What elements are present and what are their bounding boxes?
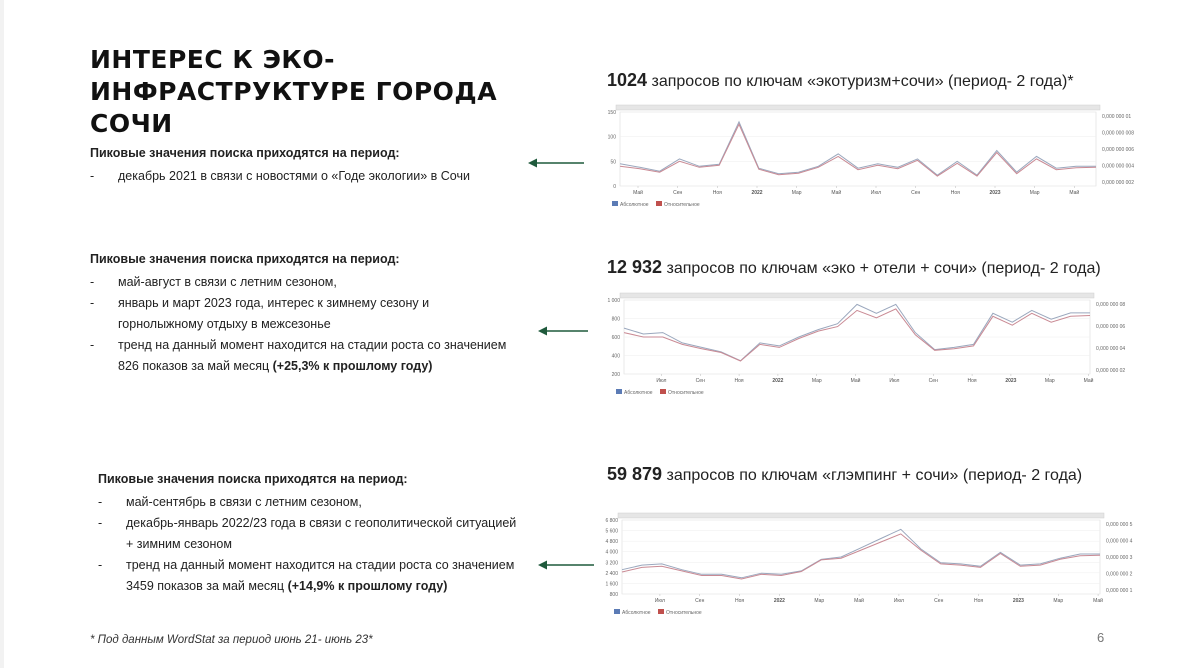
y-tick-label: 800: [609, 592, 618, 598]
list-text: декабрь 2021 в связи с новостями о «Годе экологии» в Сочи: [118, 169, 470, 183]
list-dash: -: [98, 558, 103, 572]
x-tick-label: Май: [854, 598, 864, 604]
query-description: запросов по ключам «глэмпинг + сочи» (период- 2 года): [662, 467, 1083, 484]
block-heading: Пиковые значения поиска приходятся на период:: [90, 252, 400, 266]
x-tick-label: Сен: [911, 190, 921, 196]
chart-scrollbar: [616, 105, 1100, 110]
y-tick-label: 1 000: [607, 298, 620, 304]
x-tick-label: Июл: [889, 378, 900, 384]
x-tick-label: Май: [831, 190, 842, 196]
list-dash: [98, 576, 126, 597]
y2-tick-label: 0,000 000 1: [1106, 588, 1133, 594]
x-tick-label: Май: [850, 378, 861, 384]
y-tick-label: 0: [613, 184, 616, 190]
query-count: 59 879: [607, 464, 663, 484]
query-description: запросов по ключам «эко + отели + сочи» (период- 2 года): [662, 260, 1101, 277]
x-tick-label: 2022: [772, 378, 784, 384]
query-description: запросов по ключам «экотуризм+сочи» (период- 2 года)*: [647, 73, 1074, 90]
list-text: май-август в связи с летним сезоном,: [118, 275, 337, 289]
y-tick-label: 600: [611, 335, 620, 341]
legend-label-relative: Относительное: [666, 610, 702, 616]
y2-tick-label: 0,000 000 5: [1106, 522, 1133, 528]
x-tick-label: 2023: [989, 190, 1001, 196]
chart-scrollbar: [620, 293, 1094, 298]
chart-title-1: [607, 70, 1074, 91]
x-tick-label: Сен: [934, 598, 944, 604]
legend-label-absolute: Абсолютное: [624, 390, 653, 396]
plot-frame: [620, 112, 1096, 186]
list-dash: -: [98, 495, 103, 509]
peak-block-3: [98, 472, 548, 597]
y-tick-label: 150: [607, 110, 616, 116]
legend-swatch-relative: [658, 609, 664, 614]
wordstat-chart-glamping: [596, 512, 1148, 622]
list-dash: [90, 314, 118, 335]
y2-tick-label: 0,000 000 06: [1096, 324, 1126, 330]
y-tick-label: 50: [610, 159, 616, 166]
list-item: [90, 293, 540, 314]
legend-swatch-relative: [656, 201, 662, 206]
x-tick-label: Сен: [928, 378, 938, 384]
x-tick-label: Май: [1069, 190, 1080, 196]
x-tick-label: Июл: [870, 190, 882, 196]
query-count: 1024: [607, 70, 648, 90]
x-tick-label: 2022: [751, 190, 763, 196]
x-tick-label: Мар: [811, 378, 822, 384]
x-tick-label: Мар: [1053, 598, 1064, 604]
x-tick-label: Мар: [1044, 378, 1055, 384]
list-text-plain: 3459 показов за май месяц: [126, 579, 288, 593]
y-tick-label: 4 000: [605, 549, 618, 556]
legend-swatch-absolute: [612, 201, 618, 206]
plot-frame: [622, 520, 1100, 594]
list-text: тренд на данный момент находится на стадии роста со значением: [126, 558, 515, 572]
y2-tick-label: 0,000 000 2: [1106, 571, 1133, 578]
arrow-left-icon: [538, 325, 590, 337]
footer-note: * Под данным WordStat за период июнь 21- июнь 23*: [90, 634, 373, 646]
list-item: [90, 314, 540, 335]
x-tick-label: Ноя: [712, 190, 722, 196]
x-tick-label: Сен: [695, 378, 705, 384]
list-text: декабрь-январь 2022/23 года в связи с геополитической ситуацией: [126, 516, 517, 530]
list-text: + зимним сезоном: [126, 537, 232, 551]
y-tick-label: 800: [611, 316, 620, 323]
legend-label-relative: Относительное: [668, 390, 704, 396]
x-tick-label: Ноя: [950, 190, 960, 196]
growth-percent: (+25,3% к прошлому году): [272, 359, 433, 373]
x-tick-label: Ноя: [734, 378, 744, 384]
y-tick-label: 100: [607, 134, 616, 141]
y-tick-label: 3 200: [605, 560, 618, 567]
list-dash: -: [90, 338, 95, 352]
x-tick-label: Мар: [814, 598, 825, 604]
y2-tick-label: 0,000 000 02: [1096, 368, 1126, 374]
list-dash: -: [90, 296, 95, 310]
y-tick-label: 400: [611, 353, 620, 360]
query-count: 12 932: [607, 257, 663, 277]
block-heading: Пиковые значения поиска приходятся на период:: [98, 472, 408, 486]
block-heading: Пиковые значения поиска приходятся на период:: [90, 146, 400, 160]
x-tick-label: Июл: [654, 598, 665, 604]
x-tick-label: Мар: [1029, 190, 1040, 196]
arrow-left-icon: [538, 559, 596, 571]
arrow-left-icon: [528, 157, 586, 169]
x-tick-label: Май: [1083, 378, 1094, 384]
legend-swatch-absolute: [616, 389, 622, 394]
list-text-plain: 826 показов за май месяц: [118, 359, 273, 373]
chart-title-2: [607, 257, 1101, 278]
list-item: [98, 513, 548, 534]
legend-swatch-relative: [660, 389, 666, 394]
wordstat-chart-eco-hotels: [596, 292, 1136, 404]
legend-swatch-absolute: [614, 609, 620, 614]
list-text: [126, 576, 548, 597]
peak-block-2: [90, 252, 540, 377]
y2-tick-label: 0,000 000 004: [1102, 163, 1134, 170]
list-item: [90, 272, 540, 293]
list-dash: -: [90, 169, 95, 183]
list-item: [90, 356, 540, 377]
y-tick-label: 1 600: [605, 581, 618, 588]
x-tick-label: 2023: [1012, 598, 1024, 604]
y2-tick-label: 0,000 000 008: [1102, 130, 1134, 137]
list-item: [90, 335, 540, 356]
list-item: [98, 492, 548, 513]
list-item: [98, 576, 548, 597]
x-tick-label: Июл: [893, 598, 904, 604]
left-edge-strip: [0, 0, 4, 668]
x-tick-label: Ноя: [974, 598, 984, 604]
y-tick-label: 6 800: [605, 518, 618, 524]
y2-tick-label: 0,000 000 04: [1096, 346, 1126, 352]
list-text: январь и март 2023 года, интерес к зимнему сезону и: [118, 296, 430, 310]
x-tick-label: Май: [633, 190, 643, 196]
y2-tick-label: 0,000 000 006: [1102, 147, 1134, 153]
y2-tick-label: 0,000 000 3: [1106, 555, 1133, 561]
list-item: [98, 555, 548, 576]
x-tick-label: Ноя: [967, 378, 977, 384]
x-tick-label: Ноя: [735, 598, 745, 604]
x-tick-label: 2023: [1005, 378, 1017, 384]
y-tick-label: 4 800: [605, 539, 618, 546]
list-dash: -: [98, 516, 103, 530]
x-tick-label: Сен: [673, 190, 683, 196]
legend-label-absolute: Абсолютное: [620, 202, 649, 208]
peak-block-1: [90, 146, 530, 187]
y-tick-label: 5 600: [605, 528, 618, 535]
legend-label-absolute: Абсолютное: [622, 610, 651, 616]
list-item: [90, 166, 530, 187]
y-tick-label: 200: [611, 372, 620, 378]
y2-tick-label: 0,000 000 08: [1096, 302, 1126, 308]
x-tick-label: Мар: [791, 190, 802, 196]
list-dash: -: [90, 275, 95, 289]
page-number: 6: [1097, 630, 1105, 645]
chart-title-3: [607, 464, 1082, 485]
x-tick-label: Сен: [695, 598, 705, 604]
y2-tick-label: 0,000 000 002: [1102, 180, 1134, 186]
y2-tick-label: 0,000 000 01: [1102, 114, 1132, 120]
list-dash: [90, 356, 118, 377]
list-text: [118, 356, 540, 377]
chart-scrollbar: [618, 513, 1104, 518]
x-tick-label: Июл: [656, 378, 667, 384]
page-title: ИНТЕРЕС К ЭКО-ИНФРАСТРУКТУРЕ ГОРОДА СОЧИ: [90, 45, 498, 138]
list-dash: [98, 534, 126, 555]
growth-percent: (+14,9% к прошлому году): [287, 579, 448, 593]
list-item: [98, 534, 548, 555]
wordstat-chart-ecotourism: [596, 104, 1158, 214]
legend-label-relative: Относительное: [664, 202, 700, 208]
list-text: горнолыжному отдыху в межсезонье: [118, 317, 331, 331]
x-tick-label: Май: [1093, 598, 1103, 604]
y-tick-label: 2 400: [605, 570, 618, 577]
list-text: тренд на данный момент находится на стадии роста со значением: [118, 338, 507, 352]
x-tick-label: 2022: [773, 598, 785, 604]
y2-tick-label: 0,000 000 4: [1106, 538, 1133, 545]
list-text: май-сентябрь в связи с летним сезоном,: [126, 495, 362, 509]
